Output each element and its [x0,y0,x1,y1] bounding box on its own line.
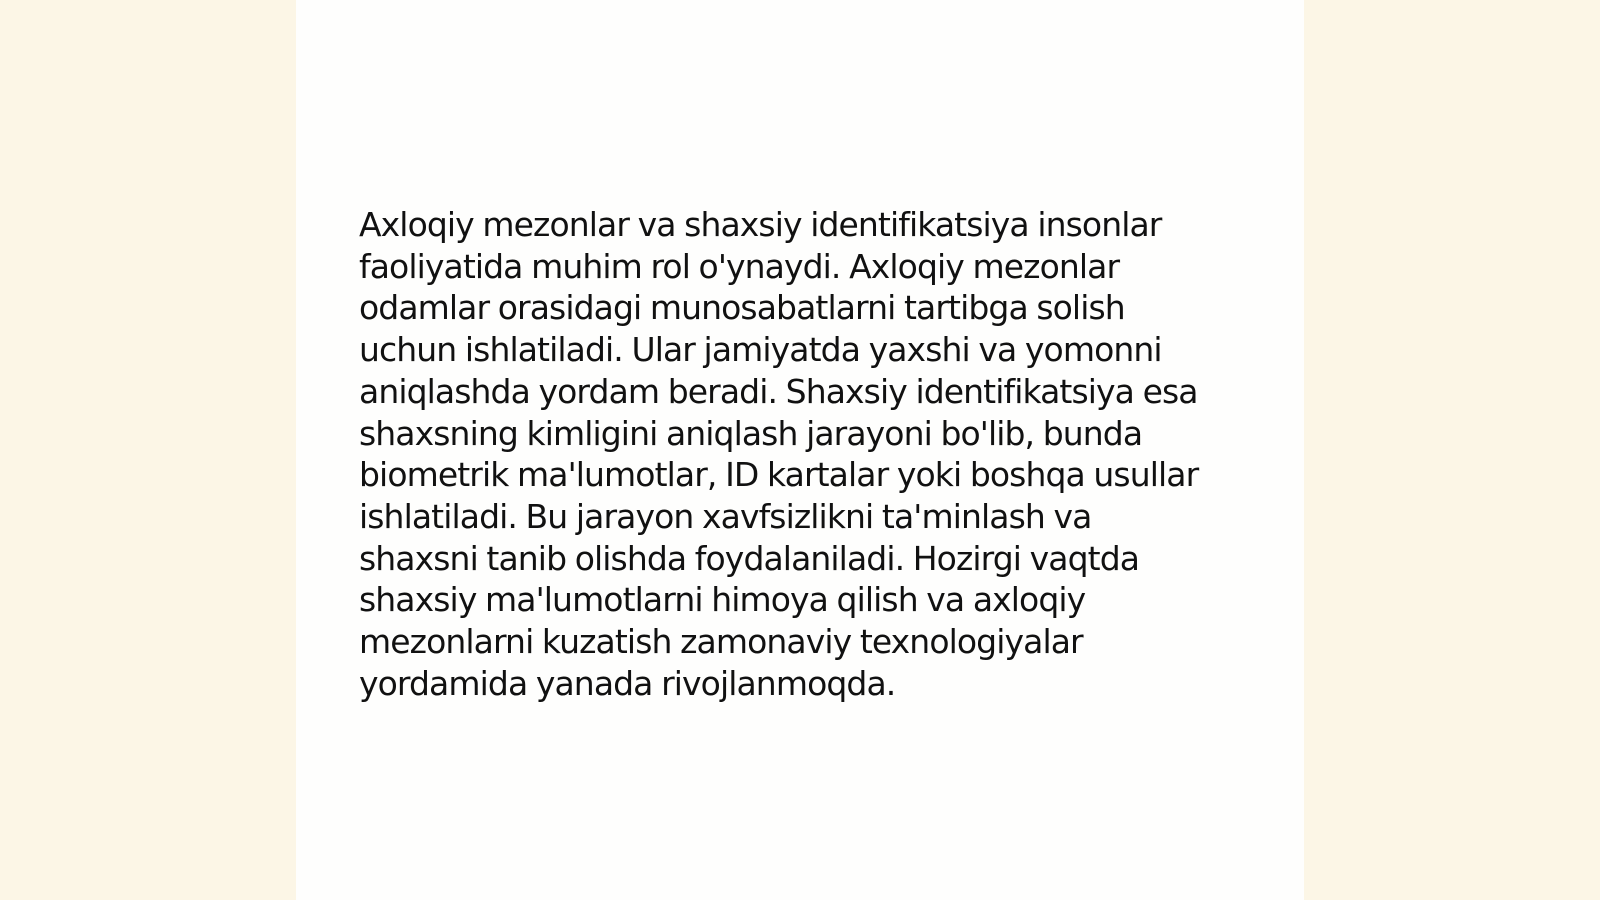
body-line: mezonlarni kuzatish zamonaviy texnologiyalar [359,622,1083,662]
body-line: shaxsning kimligini aniqlash jarayoni bo'lib, bunda [359,413,1143,453]
body-line: uchun ishlatiladi. Ular jamiyatda yaxshi va yomonni [359,330,1162,370]
body-line: shaxsni tanib olishda foydalaniladi. Hozirgi vaqtda [359,538,1140,578]
body-paragraph [359,204,1239,704]
body-line: shaxsiy ma'lumotlarni himoya qilish va axloqiy [359,580,1086,620]
right-margin-panel [1304,0,1600,900]
body-line: faoliyatida muhim rol o'ynaydi. Axloqiy mezonlar [359,246,1120,286]
left-margin-panel [0,0,296,900]
slide-page [296,0,1314,900]
body-line: biometrik ma'lumotlar, ID kartalar yoki boshqa usullar [359,455,1199,495]
body-line: aniqlashda yordam beradi. Shaxsiy identifikatsiya esa [359,371,1198,411]
body-line: yordamida yanada rivojlanmoqda. [359,663,896,703]
body-line: odamlar orasidagi munosabatlarni tartibga solish [359,288,1125,328]
body-line: ishlatiladi. Bu jarayon xavfsizlikni ta'minlash va [359,496,1092,536]
body-line: Axloqiy mezonlar va shaxsiy identifikatsiya insonlar [359,205,1162,244]
